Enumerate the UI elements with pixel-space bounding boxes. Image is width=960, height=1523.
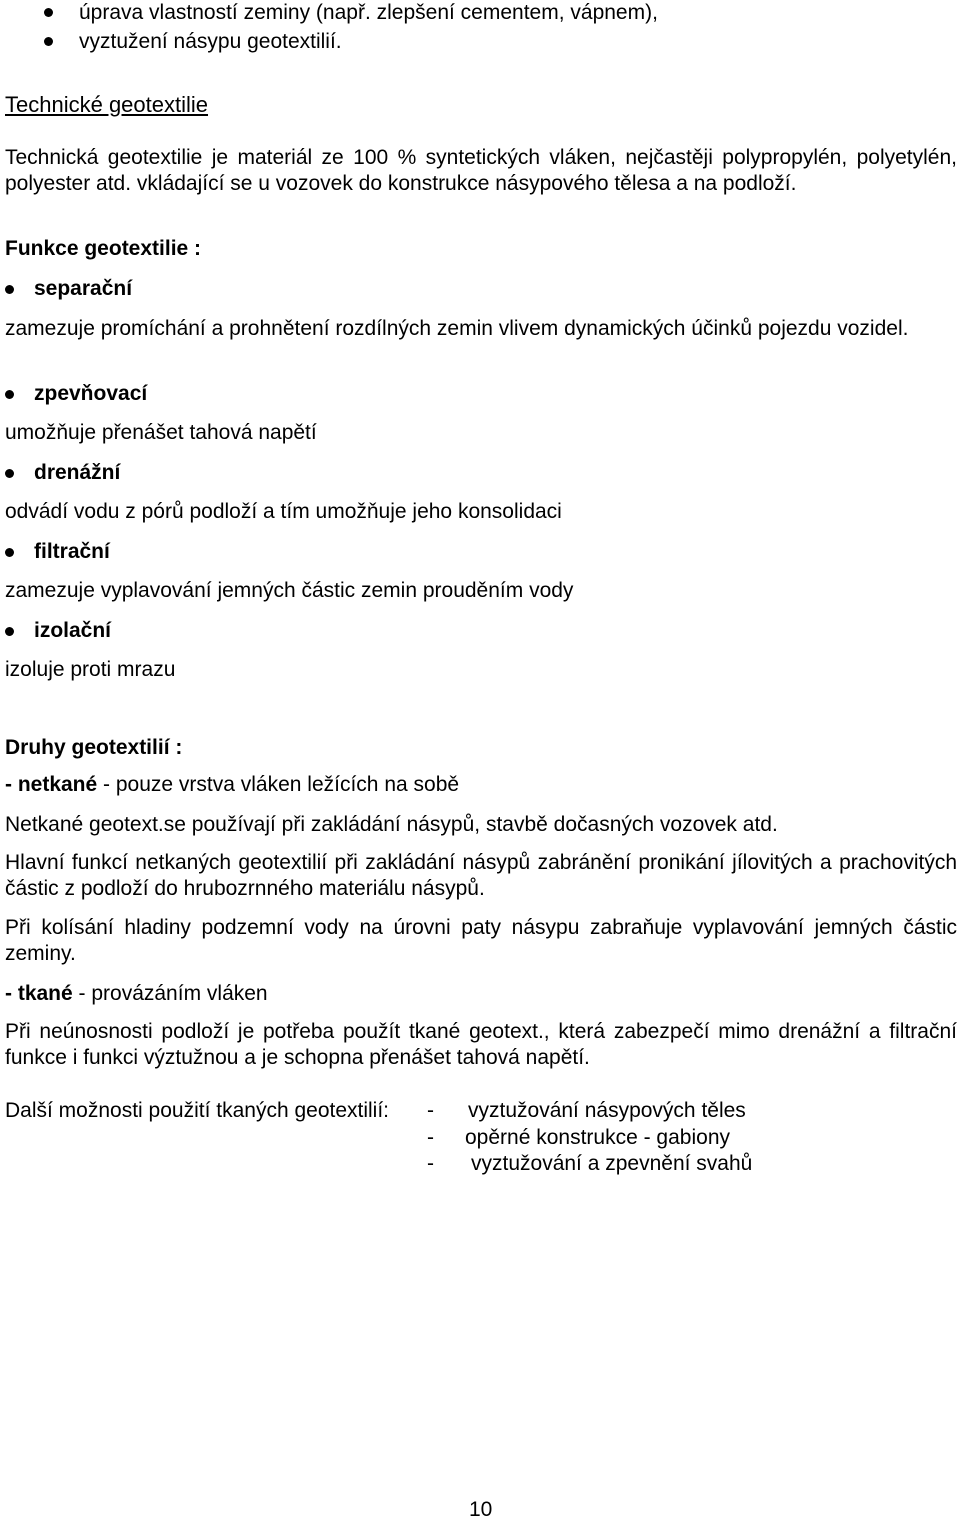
intro-paragraph: Technická geotextilie je materiál ze 100 % syntetických vláken, nejčastěji polypropylén, polyetylén, polyester atd. vkládající se u vozovek do konstrukce násypového tělesa a na podloží. xyxy=(5,146,957,195)
top-bullet-1: úprava vlastností zeminy (např. zlepšení cementem, vápnem), xyxy=(79,1,658,24)
section-title: Technické geotextilie xyxy=(5,92,209,117)
page-number: 10 xyxy=(469,1498,493,1521)
bullet-icon xyxy=(5,469,14,478)
function-description: odvádí vodu z pórů podloží a tím umožňuje jeho konsolidaci xyxy=(5,500,562,523)
woven-paragraph: Při neúnosnosti podloží je potřeba použít tkané geotext., která zabezpečí mimo drenážní a filtrační funkce i funkci výztužnou a je schopna přenášet tahová napětí. xyxy=(5,1020,957,1069)
function-name: separační xyxy=(34,277,133,300)
other-use-item: vyztužování násypových těles xyxy=(468,1099,746,1122)
dash: - xyxy=(427,1099,434,1122)
function-name: izolační xyxy=(34,619,112,642)
nonwoven-paragraph: Při kolísání hladiny podzemní vody na úrovni paty násypu zabraňuje vyplavování jemných částic zeminy. xyxy=(5,916,957,965)
woven-line xyxy=(5,981,268,1007)
nonwoven-paragraph: Hlavní funkcí netkaných geotextilií při zakládání násypů zabránění pronikání jílovitých a prachovitých částic z podloží do hrubozrnného materiálu násypů. xyxy=(5,851,957,900)
woven-desc: - provázáním vláken xyxy=(72,982,268,1005)
bullet-icon xyxy=(5,390,14,399)
function-name: drenážní xyxy=(34,461,121,484)
function-description: umožňuje přenášet tahová napětí xyxy=(5,421,317,444)
other-use-item: opěrné konstrukce - gabiony xyxy=(465,1126,730,1149)
dash: - xyxy=(427,1152,434,1175)
dash: - xyxy=(427,1126,434,1149)
bullet-icon xyxy=(5,548,14,557)
types-heading: Druhy geotextilií : xyxy=(5,736,183,759)
other-use-item: vyztužování a zpevnění svahů xyxy=(471,1152,753,1175)
nonwoven-paragraph: Netkané geotext.se používají při zakládání násypů, stavbě dočasných vozovek atd. xyxy=(5,813,778,836)
top-bullet-2: vyztužení násypu geotextilií. xyxy=(79,30,342,53)
bullet-icon xyxy=(44,37,53,46)
woven-label: - tkané xyxy=(5,982,73,1005)
bullet-icon xyxy=(5,627,14,636)
function-description: izoluje proti mrazu xyxy=(5,658,176,681)
function-description: zamezuje vyplavování jemných částic zemin prouděním vody xyxy=(5,579,574,602)
nonwoven-line xyxy=(5,772,459,798)
bullet-icon xyxy=(5,285,14,294)
other-uses-label: Další možnosti použití tkaných geotextilií: xyxy=(5,1099,390,1122)
function-name: zpevňovací xyxy=(34,382,148,405)
functions-heading: Funkce geotextilie : xyxy=(5,237,202,260)
nonwoven-desc: - pouze vrstva vláken ležících na sobě xyxy=(97,773,460,796)
function-description: zamezuje promíchání a prohnětení rozdílných zemin vlivem dynamických účinků pojezdu vozidel. xyxy=(5,317,909,340)
nonwoven-label: - netkané xyxy=(5,773,98,796)
bullet-icon xyxy=(44,8,53,17)
function-name: filtrační xyxy=(34,540,110,563)
